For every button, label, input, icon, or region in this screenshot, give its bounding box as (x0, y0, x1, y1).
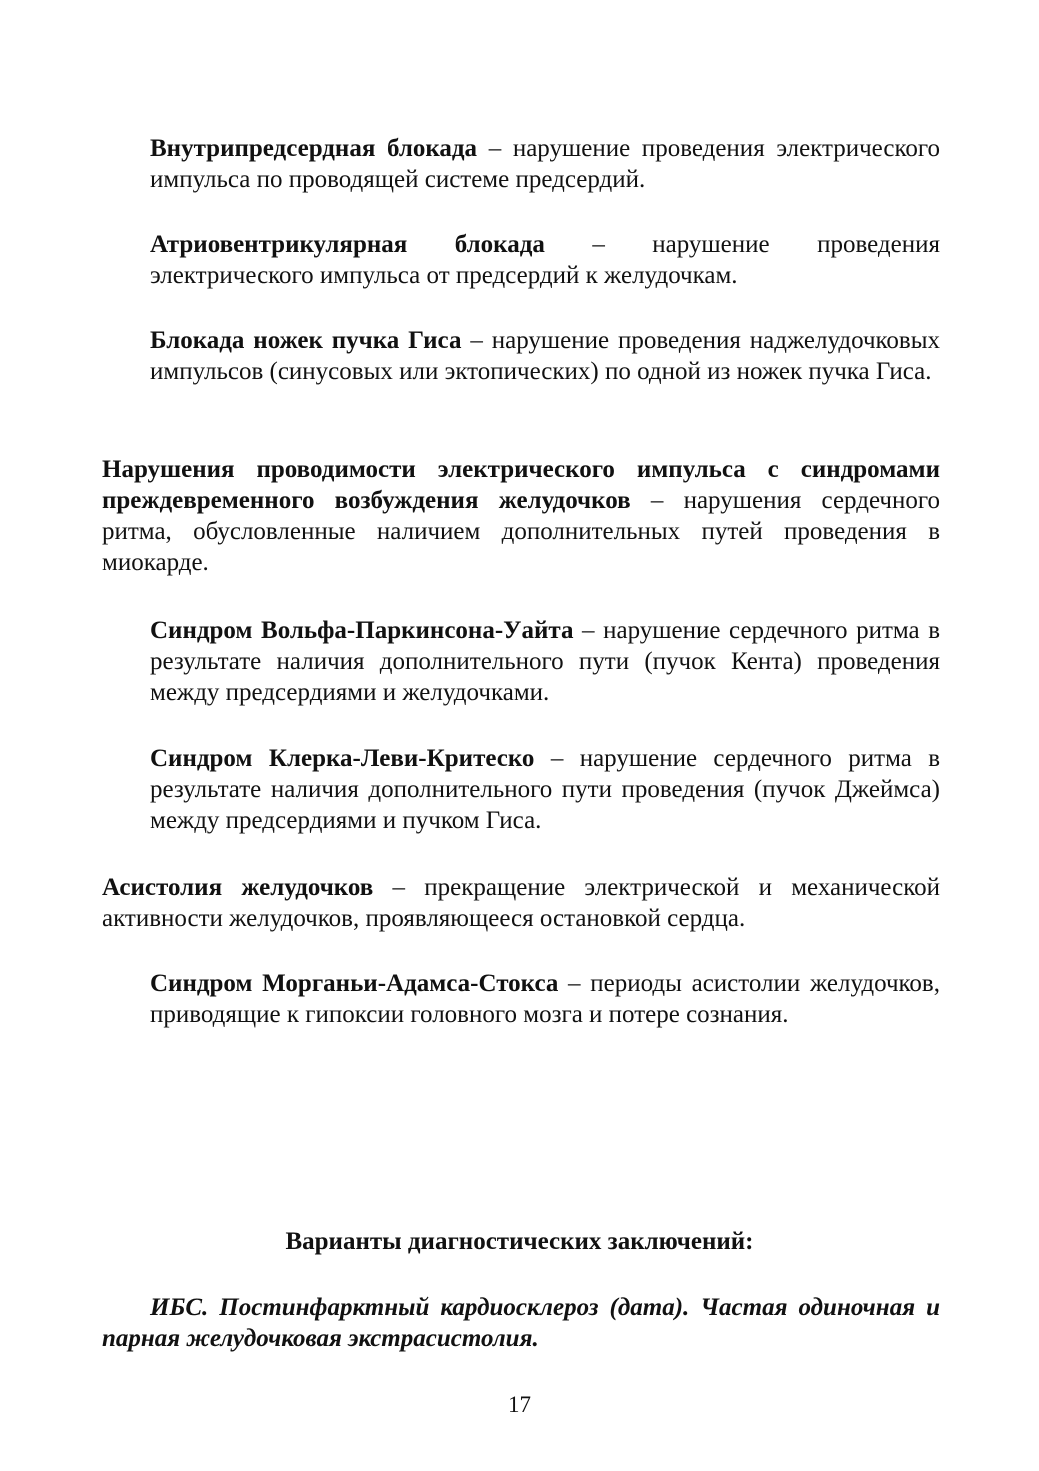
definition-text: – нарушение сердечного ритма в результате наличия дополнительного пути проведения (пучок Джеймса) между предсердиями и пучком Гиса. (150, 745, 940, 834)
page-number: 17 (508, 1392, 531, 1417)
term: Синдром Вольфа-Паркинсона-Уайта (150, 617, 574, 644)
definition-intraatrial-block (150, 133, 940, 195)
definition-text: – прекращение электрической и механической активности желудочков, проявляющееся остановкой сердца. (102, 874, 940, 932)
definition-av-block (150, 229, 940, 291)
definition-text: – нарушения сердечного ритма, обусловленные наличием дополнительных путей проведения в миокарде. (102, 487, 940, 576)
definition-wpw-syndrome (150, 615, 940, 708)
definition-text: – нарушение проведения наджелудочковых импульсов (синусовых или эктопических) по одной из ножек пучка Гиса. (150, 327, 941, 385)
term: Синдром Клерка-Леви-Критеско (150, 745, 535, 772)
term: Внутрипредсердная блокада (150, 135, 478, 162)
term: Блокада ножек пучка Гиса (150, 327, 462, 354)
section-heading: Варианты диагностических заключений: (285, 1228, 754, 1255)
definition-mas-syndrome (150, 968, 940, 1030)
definition-clc-syndrome (150, 743, 940, 836)
definition-preexcitation-syndromes (102, 454, 940, 578)
definition-text: – нарушение проведения электрического импульса от предсердий к желудочкам. (150, 231, 940, 289)
diagnostic-conclusion: ИБС. Постинфарктный кардиосклероз (дата). Частая одиночная и парная желудочковая экстрасистолия. (102, 1294, 940, 1352)
definition-ventricular-asystole (102, 872, 940, 934)
definition-text: – нарушение проведения электрического импульса по проводящей системе предсердий. (150, 135, 940, 193)
definition-text: – периоды асистолии желудочков, приводящие к гипоксии головного мозга и потере сознания. (150, 970, 940, 1028)
term: Синдром Морганьи-Адамса-Стокса (150, 970, 559, 997)
definition-bundle-branch-block (150, 325, 940, 387)
term: Атриовентрикулярная блокада (150, 231, 545, 258)
term: Нарушения проводимости электрического импульса с синдромами преждевременного возбуждения желудочков (102, 456, 940, 514)
term: Асистолия желудочков (102, 874, 374, 901)
definition-text: – нарушение сердечного ритма в результате наличия дополнительного пути (пучок Кента) проведения между предсердиями и желудочками. (150, 617, 940, 706)
